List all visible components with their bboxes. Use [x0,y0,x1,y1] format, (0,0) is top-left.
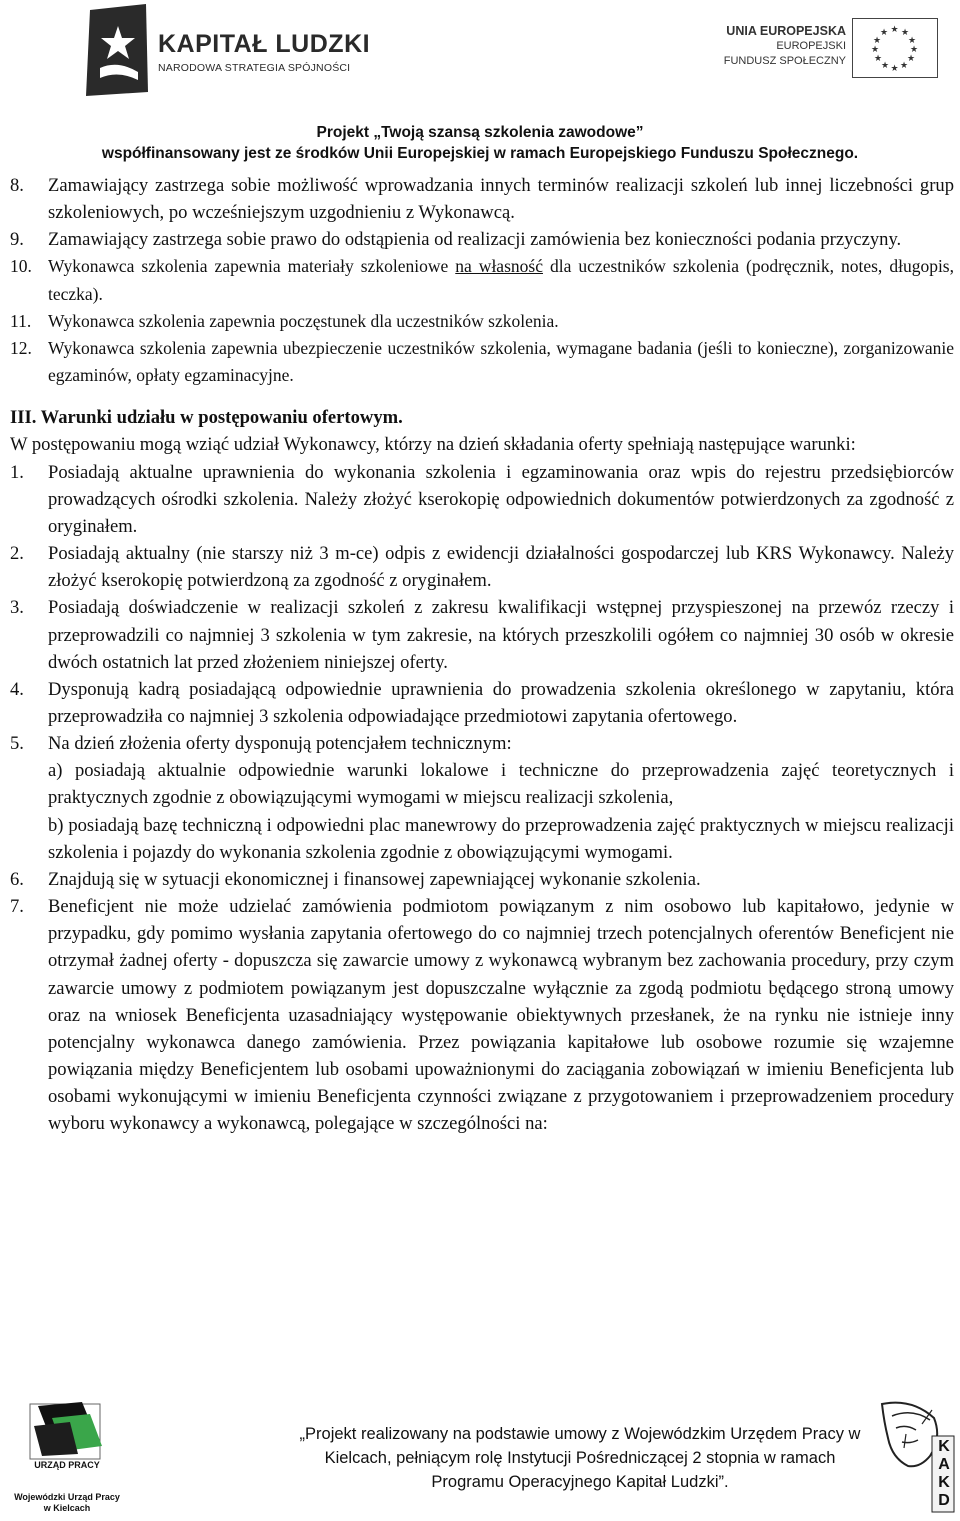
list-text: Na dzień złożenia oferty dysponują potencjałem technicznym: [48,733,512,755]
condition-item [10,540,954,594]
list-text: dla uczestników szkolenia (podręcznik, notes, długopis, teczka). [48,256,954,304]
underlined-text: na własność [455,256,543,277]
sub-item-a: a) posiadają aktualnie odpowiednie warunki lokalowe i techniczne do przeprowadzenia zajęć teoretycznych i praktycznych zgodnie z obowiązującymi wymogami w miejscu realizacji szkolenia, [48,760,954,809]
list-text: Beneficjent nie może udzielać zamówienia podmiotom powiązanym z nim osobowo lub kapitałowo, jedynie w przypadku, gdy pomimo wysłania zapytania ofertowego do co najmniej trzech potencjalnych oferentów Beneficjent nie otrzymał żadnej oferty - dopuszcza się zawarcie umowy z wykonawcą wybranym bez zachowania procedury, przy czym zawarcie umowy z podmiotem powiązanym jest dopuszczalne wyłącznie za zgodą podmiotu będącego stroną umowy oraz na wniosek Beneficjenta uzasadniający występowanie obiektywnych przesłanek, że na rynku nie istnieje inny potencjalny wykonawca danego zamówienia. Przez powiązania kapitałowe lub osobowe rozumie się wzajemne powiązania między Beneficjentem lub osobami upoważnionymi do zaciągania zobowiązań w imieniu Beneficjenta lub osobami wykonującymi w imieniu Beneficjenta czynności związane z przygotowaniem i przeprowadzeniem procedury wyboru wykonawcy a wykonawcą, polegające w szczególności na: [48,896,954,1135]
list-text: Zamawiający zastrzega sobie możliwość wprowadzania innych terminów realizacji szkoleń lub innej liczebności grup szkoleniowych, po wcześniejszym uzgodnieniu z Wykonawcą. [48,175,954,224]
list-number: 6. [10,868,24,890]
list-number: 8. [10,175,24,196]
list-number: 4. [10,678,24,700]
svg-text:★: ★ [880,61,890,71]
list-text: Wykonawca szkolenia zapewnia poczęstunek dla uczestników szkolenia. [48,310,559,331]
svg-text:★: ★ [899,61,909,71]
svg-text:★: ★ [873,54,883,64]
project-title: Projekt „Twoją szansą szkolenia zawodowe” [316,124,644,141]
list-number: 9. [10,229,24,251]
eu-logo-main: UNIA EUROPEJSKA [726,24,846,38]
list-item [10,335,954,389]
list-item [10,253,954,307]
svg-text:★: ★ [906,54,916,64]
eu-logo-text [706,24,846,69]
list-text: Posiadają aktualny (nie starszy niż 3 m-ce) odpis z ewidencji działalności gospodarczej lub KRS Wykonawcy. Należy złożyć kserokopię potwierdzoną za zgodność z oryginałem. [48,543,954,592]
condition-item [10,893,954,1137]
svg-text:★: ★ [907,36,917,46]
list-number: 2. [10,543,24,565]
list-text: Wykonawca szkolenia zapewnia ubezpieczenie uczestników szkolenia, wymagane badania (jeśli to konieczne), zorganizowanie egzaminów, opłaty egzaminacyjne. [48,337,954,386]
svg-text:★: ★ [900,28,910,38]
condition-item [10,730,954,866]
eu-logo-line3: FUNDUSZ SPOŁECZNY [723,55,846,67]
wup-label-name: Wojewódzki Urząd Pracy [14,1492,120,1502]
kakd-letter: K [938,1474,950,1491]
eu-logo [706,18,936,78]
svg-text:★: ★ [890,25,899,35]
list-number: 1. [10,461,24,483]
kapital-ludzki-subtitle: NARODOWA STRATEGIA SPÓJNOŚCI [158,62,351,74]
list-number: 10. [10,256,32,277]
page-header [0,0,960,168]
kakd-logo [872,1398,958,1516]
eu-flag-icon [852,18,938,78]
svg-text:★: ★ [909,45,919,55]
condition-item [10,459,954,540]
list-text: Znajdują się w sytuacji ekonomicznej i finansowej zapewniającej wykonanie szkolenia. [48,868,701,890]
section-heading: III. Warunki udziału w postępowaniu ofertowym. [10,407,403,429]
footer-line-3: Programu Operacyjnego Kapitał Ludzki”. [431,1473,729,1491]
list-number: 7. [10,896,24,918]
footer-line-2: Kielcach, pełniącym rolę Instytucji Pośredniczącej 2 stopnia w ramach [324,1449,836,1467]
eu-logo-line2: EUROPEJSKI [776,40,846,52]
list-item [10,308,954,335]
kakd-letter: K [938,1438,950,1455]
svg-text:★: ★ [890,64,899,74]
list-text: Posiadają aktualne uprawnienia do wykonania szkolenia i egzaminowania oraz wpis do rejestru przedsiębiorców prowadzących ośrodki szkolenia. Należy złożyć kserokopię odpowiednich dokumentów potwierdzonych za zgodność z oryginałem. [48,461,954,537]
list-text: Dysponują kadrą posiadającą odpowiednie uprawnienia do prowadzenia szkolenia określonego w zapytaniu, która przeprowadziła co najmniej 3 szkolenia odpowiadające przedmiotowi zapytania ofertowego. [48,678,954,727]
list-number: 12. [10,337,32,358]
list-item [10,226,954,253]
kakd-letter: A [938,1456,950,1473]
condition-item [10,866,954,893]
list-text: Wykonawca szkolenia zapewnia materiały szkoleniowe [48,256,456,277]
wup-label-city: w Kielcach [43,1503,91,1513]
list-number: 3. [10,597,24,619]
document-body [10,172,954,1137]
kakd-letters [934,1438,954,1510]
footer-note [250,1422,910,1494]
footer-line-1: „Projekt realizowany na podstawie umowy z Wojewódzkim Urzędem Pracy w [299,1425,861,1443]
page-footer [0,1392,960,1519]
section-intro: W postępowaniu mogą wziąć udział Wykonawcy, którzy na dzień składania oferty spełniają następujące warunki: [10,434,856,456]
kapital-ludzki-emblem-icon [78,2,158,98]
kapital-ludzki-logo [78,2,378,98]
list-text: Zamawiający zastrzega sobie prawo do odstąpienia od realizacji zamówienia bez konieczności podania przyczyny. [48,229,902,251]
list-item [10,172,954,226]
condition-item [10,676,954,730]
wup-kielce-logo [12,1396,152,1514]
svg-text:★: ★ [879,28,889,38]
project-funding-note: współfinansowany jest ze środków Unii Europejskiej w ramach Europejskiego Funduszu Społecznego. [101,145,859,162]
kapital-ludzki-name: KAPITAŁ LUDZKI [158,30,371,58]
list-number: 11. [10,310,32,331]
kakd-letter: D [938,1492,950,1509]
wup-label-office: URZĄD PRACY [34,1460,100,1470]
condition-item [10,594,954,675]
svg-text:★: ★ [870,45,880,55]
list-number: 5. [10,733,24,755]
sub-item-b: b) posiadają bazę techniczną i odpowiedni plac manewrowy do przeprowadzenia zajęć praktycznych w miejscu realizacji szkolenia i pojazdy do wykonania szkolenia zgodnie z obowiązującymi wymogami. [48,814,954,863]
list-text: Posiadają doświadczenie w realizacji szkoleń z zakresu kwalifikacji wstępnej przyspieszonej na przewóz rzeczy i przeprowadzili co najmniej 3 szkolenia w tym zakresie, na których przeszkolili ogółem co najmniej 30 osób w okresie dwóch ostatnich lat przed złożeniem niniejszej oferty. [48,597,954,673]
svg-text:★: ★ [872,36,882,46]
